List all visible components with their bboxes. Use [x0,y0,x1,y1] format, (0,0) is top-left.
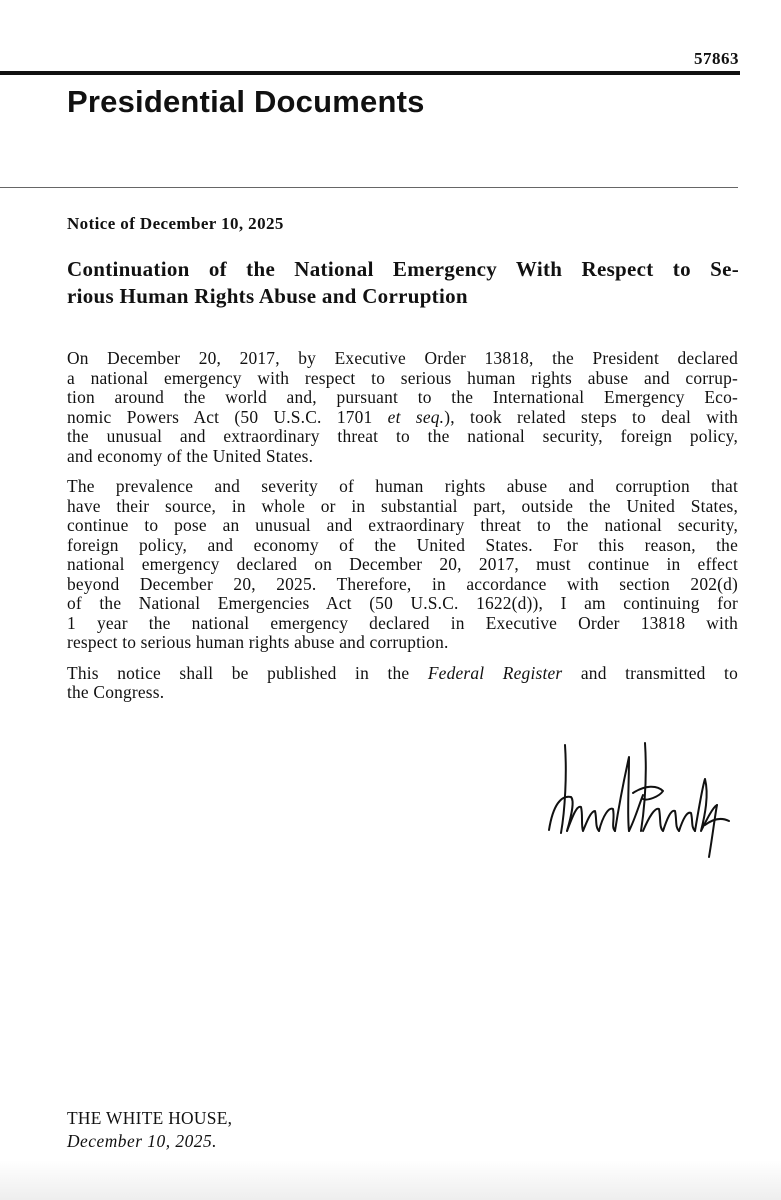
page-number: 57863 [694,49,739,68]
section-divider [0,187,738,188]
notice-date: Notice of December 10, 2025 [67,214,284,233]
closing-place: THE WHITE HOUSE, [67,1108,233,1128]
notice-title: Continuation of the National Emergency With Respect to Se- rious Human Rights Abuse and Corruption [67,257,739,308]
paragraph-2: The prevalence and severity of human rights abuse and corruption that have their source, in whole or in substantial part, outside the United States, continue to pose an unusual and extraordinary threat to the national security, foreign policy, and economy of the United States. For this reason, the national emergency declared on December 20, 2017, must continue in effect beyond December 20, 2025. Therefore, in accordance with section 202(d) of the National Emergencies Act (50 U.S.C. 1622(d)), I am continuing for 1 year the national emergency declared in Executive Order 13818 with respect to serious human rights abuse and corruption. [67,476,738,652]
page-edge-shadow [0,1160,781,1200]
section-title: Presidential Documents [67,84,425,119]
header-rule [0,71,740,75]
closing-date: December 10, 2025. [67,1131,218,1151]
presidential-signature [545,735,735,865]
paragraph-1: On December 20, 2017, by Executive Order 13818, the President declared a national emergency with respect to serious human rights abuse and corrup- tion around the world and, pursuant to the International Emergency Eco- nomic Powers Act (50 U.S.C. 1701 et seq.), took related steps to deal with the unusual and extraordinary threat to the national security, foreign policy, and economy of the United States. [67,348,739,466]
paragraph-3: This notice shall be published in the Federal Register and transmitted to the Congress. [67,662,738,702]
notice-body [67,349,738,714]
